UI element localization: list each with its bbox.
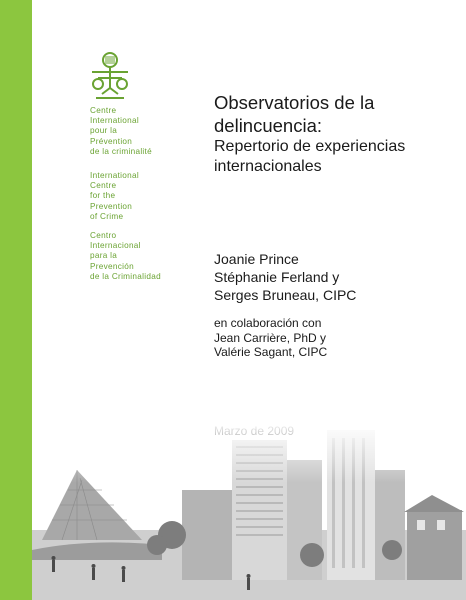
green-side-bar (0, 0, 32, 600)
document-title (214, 91, 374, 137)
org-fr-line: International (90, 116, 139, 126)
org-fr-line: pour la (90, 126, 118, 136)
org-es-line: Centro (90, 231, 117, 240)
org-fr-line: de la criminalité (90, 146, 152, 156)
org-es-line: Prevención (90, 261, 134, 271)
org-en-line: Centre (90, 181, 117, 191)
collab-line: Valérie Sagant, CIPC (214, 345, 328, 359)
title-line: Observatorios de la (214, 92, 375, 113)
organization-name-english (90, 171, 139, 222)
document-subtitle (214, 137, 405, 176)
subtitle-line: Repertorio de experiencias (214, 138, 406, 155)
icpc-logo-icon (88, 50, 132, 100)
org-fr-line: Centre (90, 106, 117, 115)
subtitle-line: internacionales (214, 157, 322, 175)
org-es-line: Internacional (90, 241, 141, 251)
org-en-line: International (90, 171, 139, 180)
author-line: Joanie Prince (214, 251, 299, 267)
organization-name-spanish (90, 231, 161, 282)
org-es-line: de la Criminalidad (90, 271, 161, 281)
org-en-line: of Crime (90, 211, 124, 221)
author-line: Serges Bruneau, CIPC (214, 287, 357, 303)
org-es-line: para la (90, 251, 118, 261)
authors-block (214, 250, 356, 304)
title-line: delincuencia: (214, 115, 322, 136)
organization-name-french (90, 106, 152, 157)
collab-line: Jean Carrière, PhD y (214, 330, 327, 345)
author-line: Stéphanie Ferland y (214, 269, 340, 285)
collab-line: en colaboración con (214, 316, 322, 330)
org-en-line: Prevention (90, 201, 133, 211)
org-fr-line: Prévention (90, 136, 133, 146)
city-skyline-image (32, 420, 466, 600)
collaboration-block (214, 316, 327, 360)
org-en-line: for the (90, 191, 116, 201)
